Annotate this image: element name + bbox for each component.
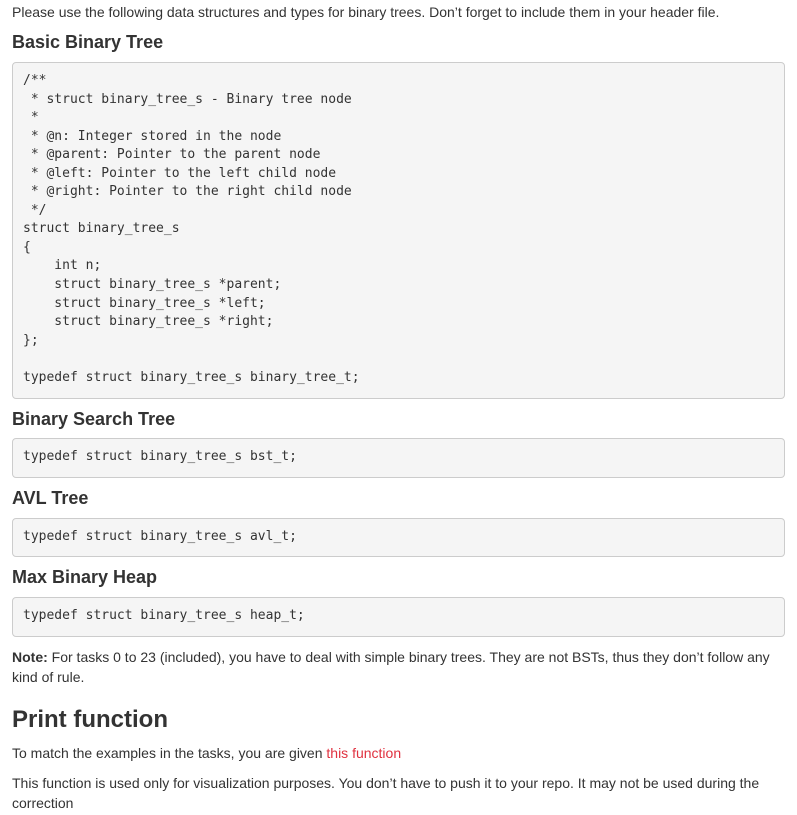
note-text: For tasks 0 to 23 (included), you have to deal with simple binary trees. They are not BSTs, thus they don’t follow any kind of rule.	[12, 649, 770, 685]
print-function-intro	[12, 743, 785, 763]
heading-binary-search-tree: Binary Search Tree	[12, 409, 176, 429]
note-label: Note:	[12, 649, 48, 665]
code-block-bst: typedef struct binary_tree_s bst_t;	[12, 438, 785, 478]
code-block-avl: typedef struct binary_tree_s avl_t;	[12, 518, 785, 557]
heading-avl-tree: AVL Tree	[12, 488, 89, 508]
this-function-link[interactable]: this function	[326, 745, 402, 761]
print-function-intro-text: To match the examples in the tasks, you are given	[12, 745, 327, 761]
heading-print-function: Print function	[12, 706, 168, 733]
print-function-description: This function is used only for visualization purposes. You don’t have to push it to your repo. It may not be used during the correction	[12, 775, 760, 811]
heading-basic-binary-tree: Basic Binary Tree	[12, 32, 164, 52]
intro-paragraph: Please use the following data structures and types for binary trees. Don’t forget to include them in your header file.	[12, 4, 720, 20]
heading-max-binary-heap: Max Binary Heap	[12, 567, 158, 587]
code-block-heap: typedef struct binary_tree_s heap_t;	[12, 597, 785, 637]
note-paragraph	[12, 647, 785, 687]
code-block-basic-binary-tree: /** * struct binary_tree_s - Binary tree node * * @n: Integer stored in the node * @parent: Pointer to the parent node * @left: Pointer to the left child node * @right: Pointer to the right child node */ struct binary_tree_s { int n; struct binary_tree_s *parent; struct binary_tree_s *left; struct binary_tree_s *right; }; typedef struct binary_tree_s binary_tree_t;	[12, 62, 785, 399]
